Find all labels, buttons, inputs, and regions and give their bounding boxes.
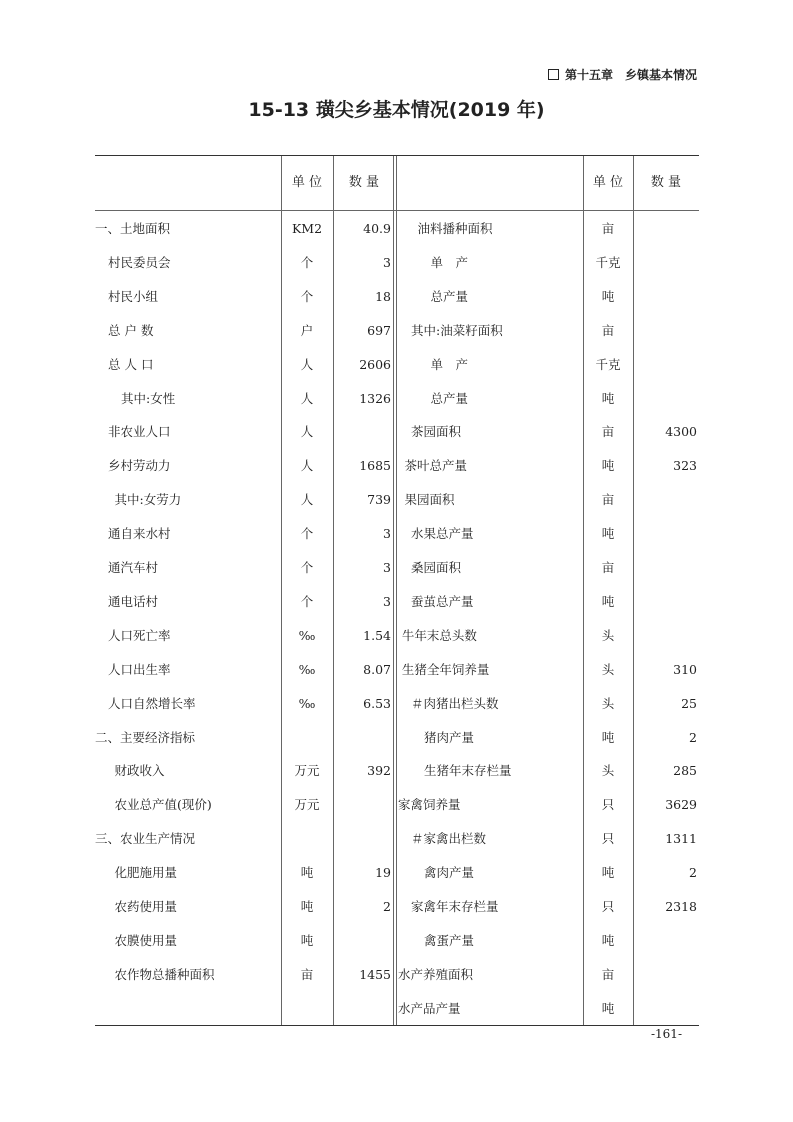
left-item-label: 通自来水村 <box>108 526 171 542</box>
right-item-unit: 只 <box>601 797 615 813</box>
left-item-value: 6.53 <box>363 695 391 711</box>
right-item-value <box>635 992 697 1026</box>
left-item-unit: 个 <box>300 593 314 609</box>
right-item-label: 生猪年末存栏量 <box>424 763 512 779</box>
left-item-label: 总 人 口 <box>108 356 154 372</box>
right-item-unit: 吨 <box>601 288 615 304</box>
left-item-unit <box>283 992 331 1026</box>
right-item-value <box>635 348 697 382</box>
left-item-unit: ‰ <box>298 695 316 711</box>
left-item-value: 1326 <box>359 390 391 406</box>
left-item-value <box>335 822 391 856</box>
right-item-label: 其中:油菜籽面积 <box>411 322 503 338</box>
right-item-label: 茶园面积 <box>411 424 462 440</box>
right-item-label: 家禽饲养量 <box>398 797 461 813</box>
left-item-value: 392 <box>367 763 391 779</box>
right-item-label: ＃肉猪出栏头数 <box>411 695 499 711</box>
left-item-unit: 亩 <box>300 966 314 982</box>
left-item-unit: 吨 <box>300 865 314 881</box>
right-item-unit: 吨 <box>601 729 615 745</box>
left-item-label <box>95 992 281 1026</box>
chapter-header <box>548 66 697 83</box>
left-item-label: 通汽车村 <box>108 560 159 575</box>
right-item-label: 水产养殖面积 <box>398 966 474 982</box>
left-item-value: 1.54 <box>363 627 391 643</box>
left-item-unit: 万元 <box>294 797 320 813</box>
right-item-label: 总产量 <box>430 288 469 304</box>
left-item-unit: 人 <box>300 458 314 474</box>
right-item-label: 总产量 <box>430 390 469 406</box>
left-item-unit: 万元 <box>294 763 320 779</box>
table-row <box>95 890 699 924</box>
right-item-label: 果园面积 <box>404 492 455 508</box>
header-qty-left: 数 量 <box>348 175 380 190</box>
right-item-label: 禽肉产量 <box>424 865 475 881</box>
right-item-unit: 亩 <box>601 221 615 236</box>
data-table <box>95 155 699 1026</box>
right-item-unit: 亩 <box>601 560 615 575</box>
left-item-value: 697 <box>367 322 391 338</box>
right-item-value <box>635 246 697 280</box>
left-item-unit: 人 <box>300 356 314 372</box>
left-item-label: 农业总产值(现价) <box>114 797 212 813</box>
left-item-label: 乡村劳动力 <box>108 458 171 474</box>
right-item-unit: 吨 <box>601 932 615 948</box>
left-item-value: 18 <box>375 288 391 304</box>
left-item-value: 3 <box>383 593 391 609</box>
right-item-value: 2 <box>689 729 697 745</box>
right-item-unit: 千克 <box>595 356 621 372</box>
right-item-unit: 亩 <box>601 322 615 338</box>
right-item-label: ＃家禽出栏数 <box>411 831 487 847</box>
table-row <box>95 348 699 382</box>
left-item-label: 农药使用量 <box>114 899 178 914</box>
left-item-label: 农作物总播种面积 <box>114 966 215 982</box>
left-item-unit: 吨 <box>300 899 314 914</box>
right-item-unit: 吨 <box>601 593 615 609</box>
right-item-label: 生猪全年饲养量 <box>401 661 490 677</box>
right-item-value <box>635 280 697 314</box>
header-unit-left: 单 位 <box>291 175 323 190</box>
left-item-unit: 个 <box>300 560 314 575</box>
left-item-label: 总 户 数 <box>108 322 154 338</box>
right-item-label: 单 产 <box>430 356 469 372</box>
left-item-value: 3 <box>383 254 391 270</box>
right-item-value: 2 <box>689 865 697 881</box>
right-item-value: 310 <box>673 661 697 677</box>
table-row <box>95 517 699 551</box>
table-row <box>95 992 699 1026</box>
left-item-label: 人口出生率 <box>108 661 171 677</box>
left-item-value: 40.9 <box>363 221 391 236</box>
left-item-label: 人口死亡率 <box>108 627 171 643</box>
header-qty-right: 数 量 <box>650 175 682 190</box>
left-item-label: 化肥施用量 <box>114 865 178 881</box>
right-item-unit: 亩 <box>601 424 615 440</box>
left-item-unit: 人 <box>300 424 314 440</box>
page-title: 15-13 璜尖乡基本情况(2019 年) <box>248 99 545 121</box>
left-item-value: 19 <box>375 865 391 881</box>
left-item-unit: 吨 <box>300 932 314 948</box>
right-item-value <box>635 958 697 992</box>
table-row <box>95 314 699 348</box>
right-item-value <box>635 314 697 348</box>
left-item-value: 8.07 <box>363 661 391 677</box>
right-item-label: 油料播种面积 <box>417 221 493 236</box>
left-item-unit: 人 <box>300 492 314 508</box>
table-row <box>95 822 699 856</box>
table-row <box>95 382 699 416</box>
right-item-unit: 千克 <box>595 254 621 270</box>
left-item-value <box>335 721 391 755</box>
right-item-label: 桑园面积 <box>411 560 462 575</box>
left-item-unit: 个 <box>300 526 314 542</box>
right-item-value: 25 <box>681 695 697 711</box>
left-item-unit: 户 <box>300 322 314 338</box>
left-item-value <box>335 924 391 958</box>
left-item-unit <box>283 822 331 856</box>
left-item-label: 二、主要经济指标 <box>95 729 196 745</box>
right-item-unit: 吨 <box>601 458 615 474</box>
right-item-value <box>635 585 697 619</box>
right-item-label: 猪肉产量 <box>424 729 475 745</box>
left-item-unit: ‰ <box>298 661 316 677</box>
right-item-unit: 吨 <box>601 390 615 406</box>
table-row <box>95 721 699 755</box>
right-item-unit: 头 <box>601 695 615 711</box>
left-item-value: 2 <box>383 899 391 914</box>
right-item-value <box>635 517 697 551</box>
left-item-unit: 个 <box>300 254 314 270</box>
table-row <box>95 958 699 992</box>
table-row <box>95 415 699 449</box>
table-row <box>95 788 699 822</box>
right-item-label: 禽蛋产量 <box>424 932 475 948</box>
table-row <box>95 551 699 585</box>
table-row <box>95 280 699 314</box>
left-item-label: 其中:女性 <box>121 390 176 406</box>
left-item-label: 非农业人口 <box>108 424 171 440</box>
left-item-label: 一、土地面积 <box>95 221 171 236</box>
right-item-unit: 亩 <box>601 966 615 982</box>
right-item-label: 单 产 <box>430 254 469 270</box>
right-item-unit: 吨 <box>601 1000 615 1016</box>
table-row <box>95 924 699 958</box>
table-row <box>95 212 699 246</box>
table-row <box>95 619 699 653</box>
table-row <box>95 653 699 687</box>
left-item-value: 2606 <box>359 356 391 372</box>
left-item-unit: KM2 <box>291 221 323 236</box>
left-item-value <box>335 415 391 449</box>
right-item-label: 水果总产量 <box>411 526 474 542</box>
left-item-value: 1685 <box>359 458 391 474</box>
left-item-label: 财政收入 <box>114 763 165 779</box>
left-item-label: 村民小组 <box>108 288 159 304</box>
left-item-value: 1455 <box>359 966 391 982</box>
left-item-label: 通电话村 <box>108 593 159 609</box>
left-item-unit: 人 <box>300 390 314 406</box>
left-item-value: 3 <box>383 560 391 575</box>
right-item-unit: 头 <box>601 763 615 779</box>
header-rule <box>95 210 699 211</box>
right-item-value <box>635 483 697 517</box>
left-item-unit <box>283 721 331 755</box>
chapter-title: 第十五章 乡镇基本情况 <box>564 68 697 82</box>
left-item-value <box>335 992 391 1026</box>
left-item-value: 3 <box>383 526 391 542</box>
left-item-label: 农膜使用量 <box>114 932 178 948</box>
table-row <box>95 754 699 788</box>
right-item-unit: 只 <box>601 831 615 847</box>
right-item-value <box>635 212 697 246</box>
right-item-value: 4300 <box>665 424 697 440</box>
header-unit-right: 单 位 <box>592 175 624 190</box>
square-icon <box>548 69 559 80</box>
right-item-unit: 吨 <box>601 526 615 542</box>
left-item-label: 三、农业生产情况 <box>95 831 196 847</box>
right-item-unit: 头 <box>601 627 615 643</box>
table-row <box>95 585 699 619</box>
left-item-label: 村民委员会 <box>108 254 171 270</box>
left-item-label: 人口自然增长率 <box>108 695 196 711</box>
right-item-unit: 头 <box>601 661 615 677</box>
right-item-label: 家禽年末存栏量 <box>411 899 499 914</box>
right-item-value: 323 <box>673 458 697 474</box>
table-row <box>95 246 699 280</box>
page-number: -161- <box>650 1027 682 1041</box>
left-item-unit: ‰ <box>298 627 316 643</box>
table-row <box>95 687 699 721</box>
right-item-value: 285 <box>673 763 697 779</box>
right-item-label: 牛年末总头数 <box>401 627 477 643</box>
right-item-unit: 只 <box>601 899 615 914</box>
left-item-unit: 个 <box>300 288 314 304</box>
right-item-label: 水产品产量 <box>398 1000 461 1016</box>
right-item-value <box>635 619 697 653</box>
right-item-label: 蚕茧总产量 <box>411 593 474 609</box>
left-item-label: 其中:女劳力 <box>114 492 182 508</box>
right-item-value: 1311 <box>665 831 697 847</box>
left-item-value: 739 <box>367 492 391 508</box>
right-item-value: 3629 <box>665 797 697 813</box>
table-row <box>95 483 699 517</box>
right-item-label: 茶叶总产量 <box>404 458 468 474</box>
right-item-unit: 亩 <box>601 492 615 508</box>
right-item-value: 2318 <box>665 899 697 914</box>
right-item-value <box>635 924 697 958</box>
left-item-value <box>335 788 391 822</box>
right-item-unit: 吨 <box>601 865 615 881</box>
right-item-value <box>635 551 697 585</box>
table-row <box>95 856 699 890</box>
right-item-value <box>635 382 697 416</box>
table-row <box>95 449 699 483</box>
